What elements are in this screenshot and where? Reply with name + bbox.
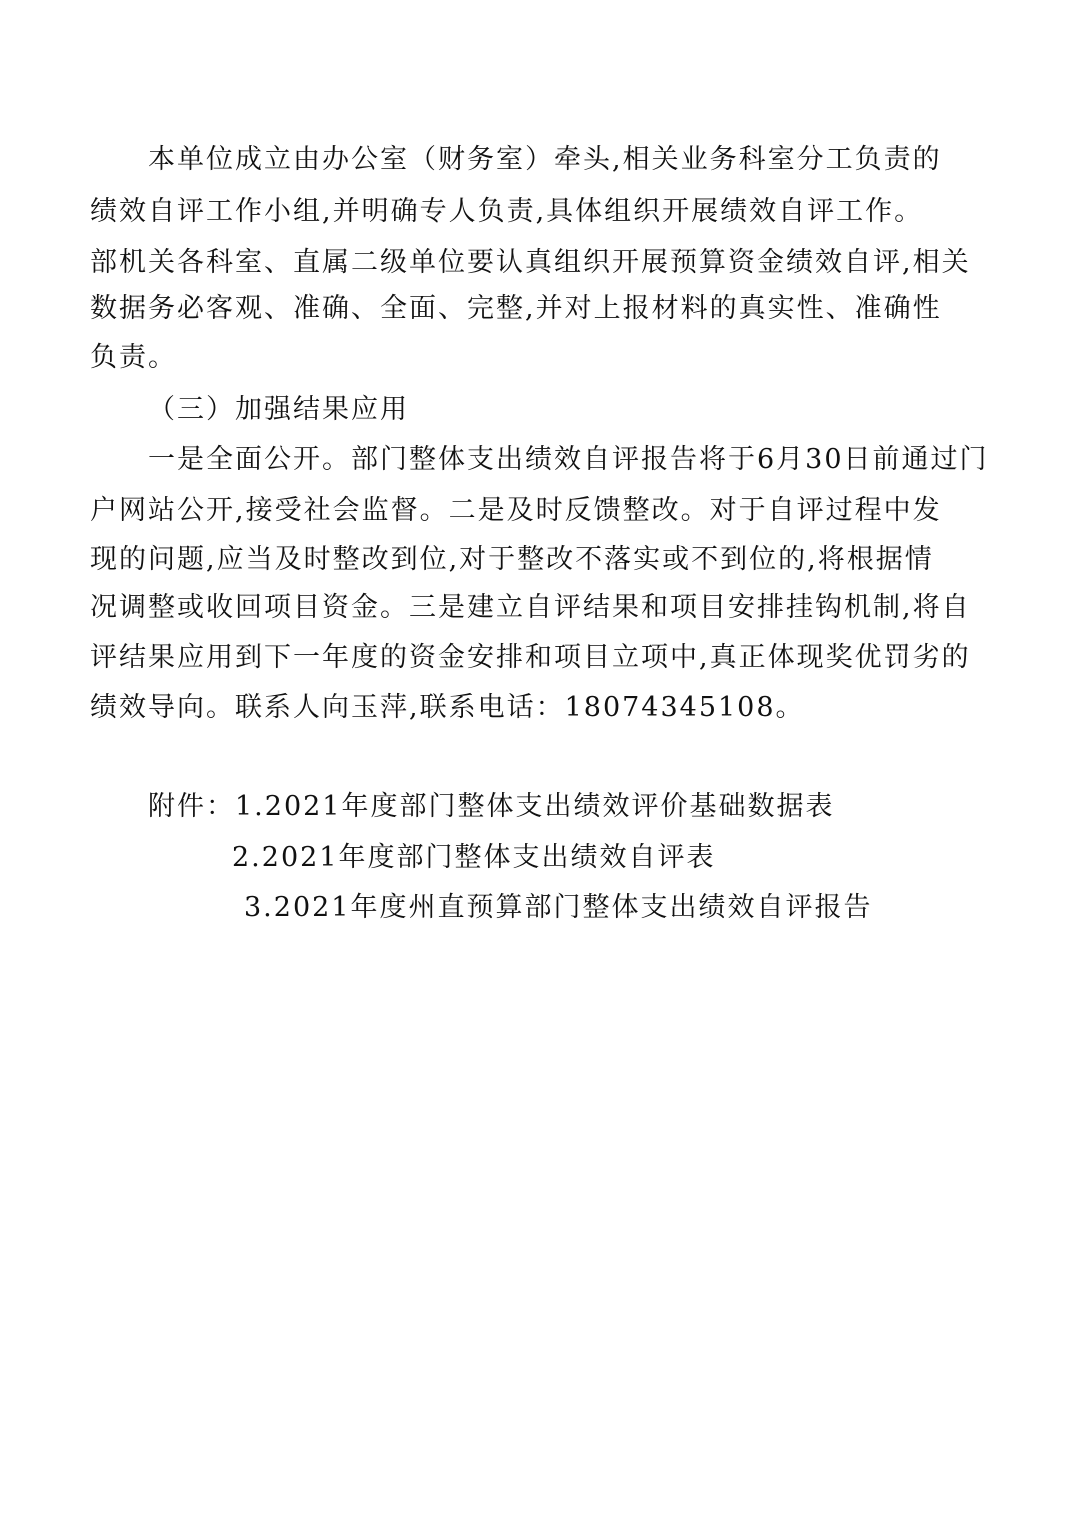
attachment-item: 3.2021年度州直预算部门整体支出绩效自评报告 (244, 892, 873, 923)
paragraph-line: 一是全面公开。部门整体支出绩效自评报告将于6月30日前通过门 (148, 444, 989, 475)
paragraph-line: 绩效导向。联系人向玉萍,联系电话：18074345108。 (90, 692, 805, 723)
paragraph-line: 绩效自评工作小组,并明确专人负责,具体组织开展绩效自评工作。 (90, 196, 924, 227)
paragraph-line: 本单位成立由办公室（财务室）牵头,相关业务科室分工负责的 (148, 144, 942, 175)
paragraph-line: 数据务必客观、准确、全面、完整,并对上报材料的真实性、准确性 (90, 293, 942, 324)
attachment-item: 附件：1.2021年度部门整体支出绩效评价基础数据表 (148, 791, 835, 822)
paragraph-line: 况调整或收回项目资金。三是建立自评结果和项目安排挂钩机制,将自 (90, 592, 971, 623)
paragraph-line: 评结果应用到下一年度的资金安排和项目立项中,真正体现奖优罚劣的 (90, 642, 971, 673)
paragraph-line: 户网站公开,接受社会监督。二是及时反馈整改。对于自评过程中发 (90, 495, 942, 526)
paragraph-line: 部机关各科室、直属二级单位要认真组织开展预算资金绩效自评,相关 (90, 247, 971, 278)
paragraph-line: 负责。 (90, 342, 177, 373)
attachment-item: 2.2021年度部门整体支出绩效自评表 (232, 842, 716, 873)
paragraph-line: 现的问题,应当及时整改到位,对于整改不落实或不到位的,将根据情 (90, 544, 934, 575)
section-heading: （三）加强结果应用 (148, 394, 409, 425)
